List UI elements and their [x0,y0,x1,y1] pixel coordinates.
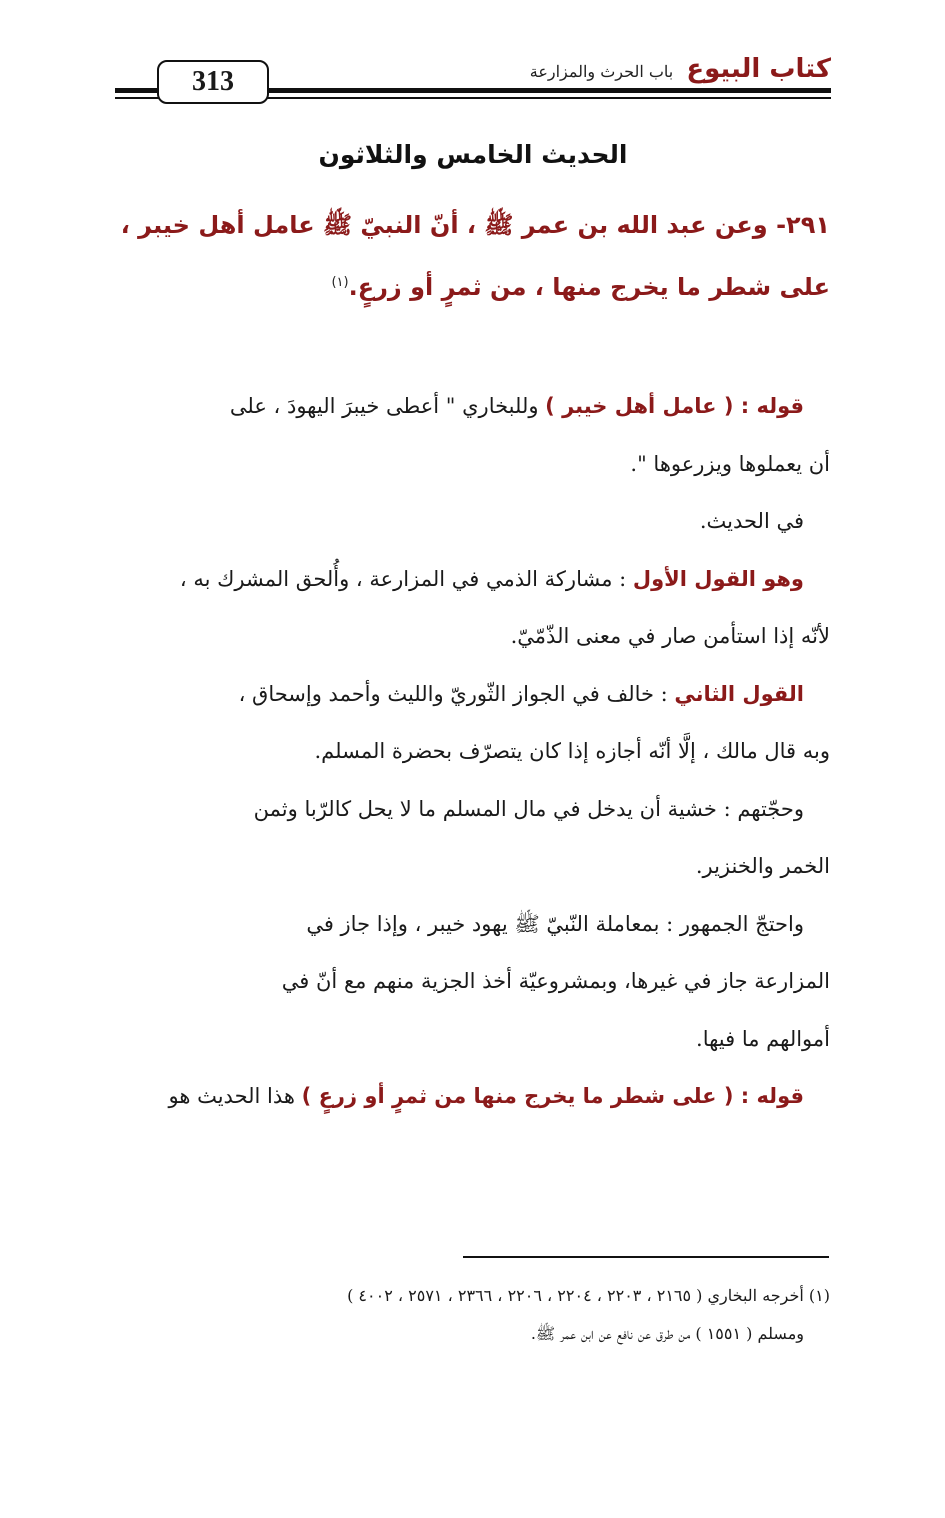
commentary-text: وحجّتهم : خشية أن يدخل في مال المسلم ما لا يحل كالرّبا وثمن [253,796,804,821]
commentary-line [110,1011,830,1069]
commentary [110,378,830,1126]
commentary-line [110,493,830,551]
hadith-line-1: ٢٩١- وعن عبد الله بن عمر ﷺ ، أنّ النبيّ ﷺ عامل أهل خيبر ، [120,211,830,239]
commentary-line [110,378,830,436]
commentary-text: وللبخاري " أعطى خيبرَ اليهودَ ، على [229,394,546,418]
commentary-line [110,781,830,839]
commentary-text: أن يعملوها ويزرعوها ". [630,451,830,476]
commentary-text: : مشاركة الذمي في المزارعة ، وأُلحق المشرك به ، [179,566,633,591]
hadith-text [110,196,830,316]
footnote-rule [463,1256,829,1258]
commentary-text: الخمر والخنزير. [695,854,830,878]
page-header [115,52,831,108]
footnote-line: (١) أخرجه البخاري ( ٢١٦٥ ، ٢٢٠٣ ، ٢٢٠٤ ، ٢٢٠٦ ، ٢٣٦٦ ، ٢٥٧١ ، ٤٠٠٢ ) [347,1286,830,1305]
commentary-highlight: قوله : ( على شطر ما يخرج منها من ثمرٍ أو زرعٍ ) [301,1084,804,1108]
footnote-line: ومسلم ( ١٥٥١ ) من طرق عن نافع عن ابن عمر ﷺ. [530,1324,804,1343]
commentary-line [110,896,830,954]
commentary-text: وبه قال مالك ، إلَّا أنّه أجازه إذا كان يتصرّف بحضرة المسلم. [314,739,830,763]
commentary-line [110,436,830,494]
commentary-line [110,608,830,666]
commentary-line [110,666,830,724]
commentary-text: لأنّه إذا استأمن صار في معنى الذّمّيّ. [510,624,830,648]
hadith-heading: الحديث الخامس والثلاثون [318,140,628,169]
commentary-line [110,1068,830,1126]
page-number: 313 [157,60,269,104]
commentary-text: في الحديث. [699,509,804,533]
commentary-text: أموالهم ما فيها. [696,1026,830,1051]
commentary-highlight: القول الثاني [674,681,804,706]
commentary-text: هذا الحديث هو [168,1084,302,1108]
commentary-line [110,953,830,1011]
footnote-ref: (١) [331,275,349,290]
commentary-text: واحتجّ الجمهور : بمعاملة النّبيّ ﷺ يهود خيبر ، وإذا جاز في [306,911,804,936]
hadith-line-2-text: على شطر ما يخرج منها ، من ثمرٍ أو زرعٍ. [348,273,830,301]
commentary-text: : خالف في الجواز الثّوريّ والليث وأحمد وإسحاق ، [238,681,675,706]
hadith-line-2 [110,254,830,316]
commentary-text: المزارعة جاز في غيرها، وبمشروعيّة أخذ الجزية منهم مع أنّ في [281,969,830,993]
commentary-highlight: قوله : ( عامل أهل خيبر ) [545,394,804,418]
commentary-highlight: وهو القول الأول [632,566,804,591]
commentary-line [110,723,830,781]
footnotes [110,1277,830,1353]
running-head [530,54,831,84]
commentary-line [110,551,830,609]
commentary-line [110,838,830,896]
book-title: كتاب البيوع [686,54,831,84]
chapter-title: باب الحرث والمزارعة [529,62,674,81]
